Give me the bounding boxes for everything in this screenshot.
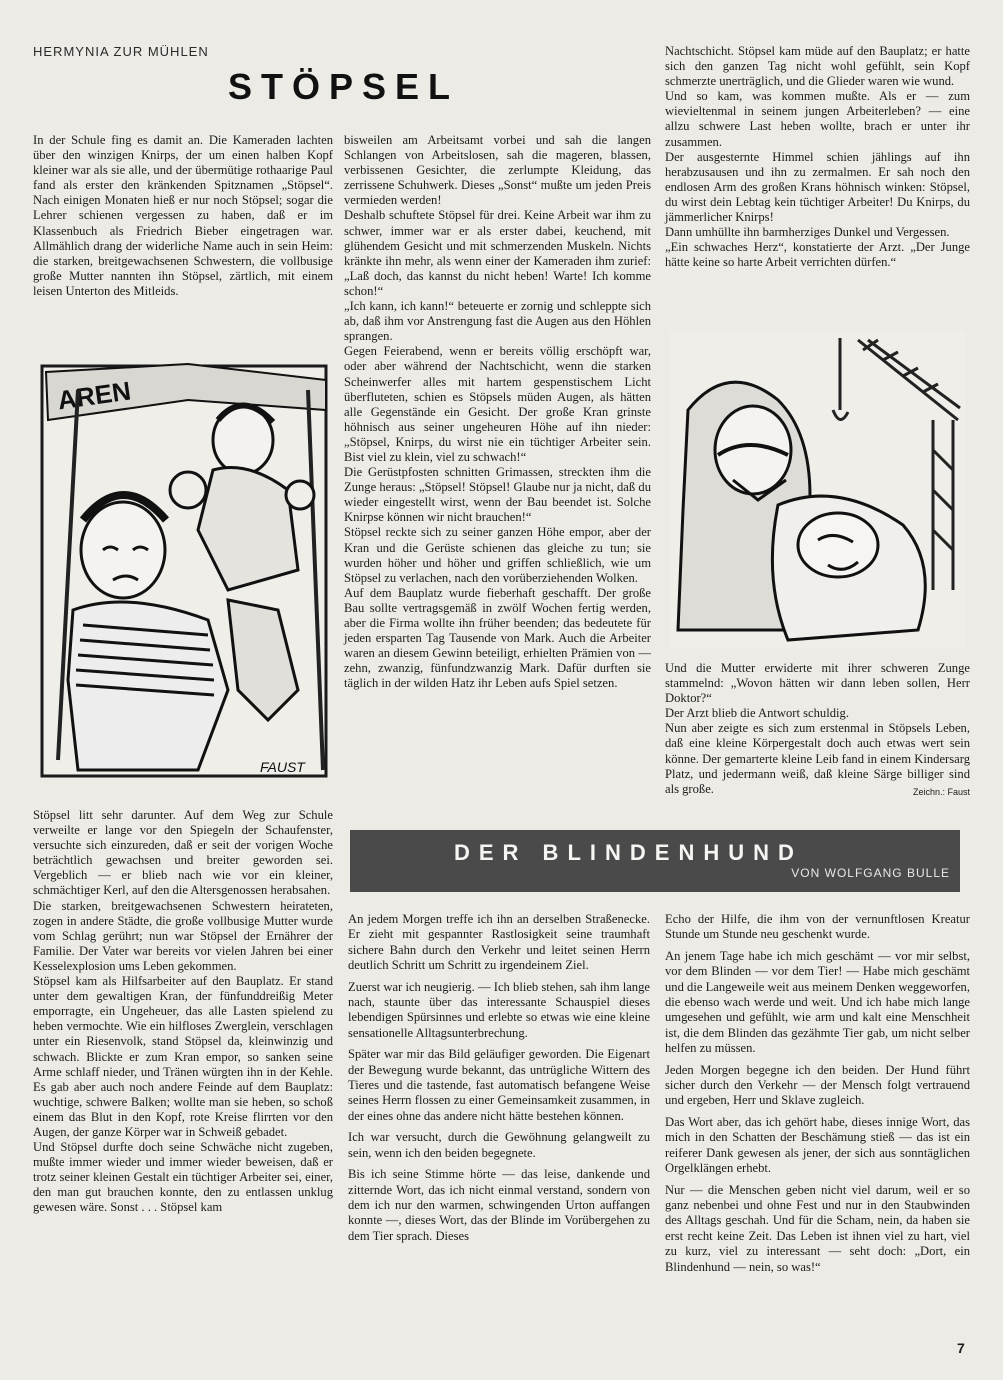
article-column-1-bottom: [33, 808, 333, 1216]
boy-mocked-drawing: [38, 360, 331, 780]
paragraph: Später war mir das Bild geläufiger geworden. Die Eigenart der Bewegung wurde bekannt, das untrügliche Wittern des Tieres und die tastende, fast automatisch befangene Weise seines Herrn flossen zu einer Gemeinsamkeit zusammen, in der eines ohne das andere nicht hätte bestehen können.: [348, 1047, 650, 1123]
shop-sign-text: AREN: [55, 375, 133, 416]
article2-title: DER BLINDENHUND: [454, 840, 803, 865]
paragraph: Nachtschicht. Stöpsel kam müde auf den Bauplatz; er hatte sich den ganzen Tag nicht wohl gefühlt, sein Kopf schmerzte unerträglich, und die Glieder waren wie wund.: [665, 44, 970, 89]
article-column-2: [344, 133, 651, 691]
article-column-3-bottom: [665, 661, 970, 800]
paragraph: Stöpsel litt sehr darunter. Auf dem Weg zur Schule verweilte er lange vor den Spiegeln der Schaufenster, versuchte sich einzureden, daß er seit der vorigen Woche beträchtlich gewachsen und breiter geworden sei. Vergeblich — er blieb nach wie vor ein kleiner, schmächtiger Kerl, auf den die Altersgenossen herabsahen.: [33, 808, 333, 898]
paragraph: Und Stöpsel durfte doch seine Schwäche nicht zugeben, mußte immer wieder und immer wieder beweisen, daß er trotz seiner kleinen Gestalt ein tüchtiger Arbeiter sei, einer, den man gut brauchen konnte, den zu entlassen unklug gewesen wäre. Sonst . . . Stöpsel kam: [33, 1140, 333, 1215]
paragraph: In der Schule fing es damit an. Die Kameraden lachten über den winzigen Knirps, der um einen halben Kopf kleiner war als sie alle, und der übermütige rothaarige Paul fand als erster den kränkenden Spitznamen „Stöpsel“. Nach einigen Monaten hieß er nur noch Stöpsel; sogar die Lehrer schienen vergessen zu haben, daß er im Klassenbuch als Friedrich Bieber eingetragen war. Allmählich drang der widerliche Name auch in sein Heim: die starken, breitgewachsenen Schwestern, die vollbusige große Mutter nannten ihn Stöpsel, zärtlich, mit einem leisen Unterton des Mitleids.: [33, 133, 333, 298]
paragraph: „Ich kann, ich kann!“ beteuerte er zornig und schleppte sich ab, daß ihm vor Anstrengung fast die Augen aus den Höhlen sprangen.: [344, 299, 651, 344]
article2-column-left: [348, 912, 650, 1244]
paragraph: „Ein schwaches Herz“, konstatierte der Arzt. „Der Junge hätte keine so harte Arbeit verrichten dürfen.“: [665, 240, 970, 270]
paragraph: Der ausgesternte Himmel schien jählings auf ihn herabzusausen und ihn zu zermalmen. Er sah noch den endlosen Arm des großen Krans höhnisch winken: Stöpsel, du wirst dein Lebtag kein tüchtiger Arbeiter! Du Knirps, du jämmerlicher Knirps!: [665, 149, 970, 225]
illustration-mother-and-crane: [668, 330, 968, 650]
article-column-1-top: [33, 133, 333, 299]
paragraph: Und so kam, was kommen mußte. Als er — zum wievieltenmal in seinem jungen Arbeiterleben? — eine allzu schwere Last heben wollte, brach er unter ihr zusammen.: [665, 89, 970, 149]
illustration-boy-mocked: [38, 360, 331, 780]
paragraph: bisweilen am Arbeitsamt vorbei und sah die langen Schlangen von Arbeitslosen, sah die mageren, blassen, verbissenen Gesichter, die zerlumpte Kleidung, das zerrissene Schuhwerk. Dieses „Sonst“ mußte um jeden Preis vermieden werden!: [344, 133, 651, 208]
paragraph: Bis ich seine Stimme hörte — das leise, dankende und zitternde Wort, das ich nicht einmal verstand, sondern von dem ich nur den warmen, schwingenden Urton auffangen konnte —, dieses Wort, das der Blinde im Vorübergehen zu dem Tier sprach. Dieses: [348, 1167, 650, 1243]
paragraph: Gegen Feierabend, wenn er bereits völlig erschöpft war, oder aber während der Nachtschicht, wenn die starken Scheinwerfer alles mit hartem gespenstischem Licht überfluteten, schien es Stöpsels müden Augen, als hätten alle Gegenstände ein Gesicht. Der große Kran grinste höhnisch aus seiner ungeheuren Höhe auf ihn nieder: „Stöpsel, Knirps, du wirst nie ein tüchtiger Arbeiter sein. Bist viel zu klein, viel zu schwach!“: [344, 344, 651, 464]
author-name: HERMYNIA ZUR MÜHLEN: [33, 44, 209, 59]
paragraph: Auf dem Bauplatz wurde fieberhaft geschafft. Der große Bau sollte vertragsgemäß in zwölf Wochen fertig werden, aber die Firma wollte ihn früher beenden; das bedeutete für jeden ersparten Tag Tausende von Mark. Auch die Arbeiter waren an diesem Gewinn beteiligt, erhielten Prämien von — zehn, zwanzig, fünfundzwanzig Mark. Dafür durften sie täglich in der wilden Hatz ihr Leben aufs Spiel setzen.: [344, 585, 651, 691]
paragraph: An jedem Morgen treffe ich ihn an derselben Straßenecke. Er zieht mit gespannter Rastlosigkeit seine traumhaft sichere Bahn durch den Verkehr und leitet seinen Herrn deutlich Schritt um Schritt zu irgendeinem Ziel.: [348, 912, 650, 973]
illustration-credit: Zeichn.: Faust: [912, 786, 970, 797]
paragraph: Jeden Morgen begegne ich den beiden. Der Hund führt sicher durch den Verkehr — der Mensch folgt vertrauend und ergeben, Herr und Sklave zugleich.: [665, 1062, 970, 1108]
paragraph: Und die Mutter erwiderte mit ihrer schweren Zunge stammelnd: „Wovon hätten wir dann leben sollen, Herr Doktor?“: [665, 661, 970, 706]
paragraph: Ich war versucht, durch die Gewöhnung gelangweilt zu sein, wenn ich den beiden begegnete.: [348, 1130, 650, 1160]
paragraph: Deshalb schuftete Stöpsel für drei. Keine Arbeit war ihm zu schwer, immer war er als erster dabei, keuchend, mit glühendem Gesicht und mit schmerzenden Muskeln. Nichts kränkte ihn mehr, als wenn einer der Kameraden ihm zurief: „Laß doch, das kannst du nicht heben! Warte! Ich komme schon!“: [344, 208, 651, 298]
paragraph: Die starken, breitgewachsenen Schwestern heirateten, zogen in andere Städte, die große vollbusige Mutter wurde vom Schlag gerührt; nun war Stöpsel der Ernährer der Familie. Der Vater war bereits vor vielen Jahren bei einer Kesselexplosion ums Leben gekommen.: [33, 898, 333, 973]
paragraph: Zuerst war ich neugierig. — Ich blieb stehen, sah ihm lange nach, staunte über das interessante Schauspiel dieses lebendigen Spürsinnes und erlebte so etwas wie eine kleine sensationelle Alltagsunterbrechung.: [348, 979, 650, 1040]
paragraph: Stöpsel kam als Hilfsarbeiter auf den Bauplatz. Er stand unter dem gewaltigen Kran, der fünfunddreißig Meter emporragte, ein Ungeheuer, das alle Lasten spielend zu heben vermochte. Wie ein hilfloses Zwerglein, verschlagen unter ein Riesenvolk, stand Stöpsel da, kleinwinzig und schwach. Blickte er zum Kran empor, so sanken seine Arme schlaff nieder, und Tränen würgten ihn in der Kehle. Es gab aber auch noch andere Feinde auf dem Bauplatz: wuchtige, schwere Balken; wollte man sie heben, so schoß einem das Blut in den Kopf, rote Kreise flirrten vor den Augen, der ganze Körper war in Schweiß gebadet.: [33, 974, 333, 1139]
paragraph: Nun aber zeigte es sich zum erstenmal in Stöpsels Leben, daß eine kleine Körpergestalt doch auch etwas wert sein könne. Der gemarterte kleine Leib fand in einem Kindersarg Platz, und jedermann weiß, daß kleine Särge billiger sind als große. Zeichn.: Faust: [665, 721, 970, 796]
paragraph: Dann umhüllte ihn barmherziges Dunkel und Vergessen.: [665, 225, 950, 240]
article-column-3-top: [665, 44, 970, 270]
article2-column-right: [665, 912, 970, 1275]
paragraph: Die Gerüstpfosten schnitten Grimassen, streckten ihm die Zunge heraus: „Stöpsel! Stöpsel! Glaube nur ja nicht, daß du wieder eingestellt wirst, wenn der Bau beendet ist. Solche Knirpse können wir nicht brauchen!“: [344, 465, 651, 525]
paragraph: Der Arzt blieb die Antwort schuldig.: [665, 706, 849, 721]
article-title: STÖPSEL: [228, 66, 460, 107]
paragraph: Nur — die Menschen geben nicht viel darum, weil er so ganz nebenbei und ohne Fest und nur in den Staubwinden des Alltags geschah. Und für die Scham, nein, da haben sie erst recht keine Zeit. Das Leben ist ihnen viel zu hart, viel zu kurz, viel zu interessant — seht doch: „Dort, ein Blindenhund — nein, so was!“: [665, 1182, 970, 1274]
mother-crane-drawing: [668, 330, 968, 650]
artist-signature: FAUST: [260, 759, 305, 775]
paragraph: An jenem Tage habe ich mich geschämt — vor mir selbst, vor dem Blinden — vor dem Tier! — Habe mich geschämt und die Langeweile weit aus meinem Denken weggeworfen, die ebenso wach werde und weit. Und ich habe mich lange umgesehen und gefühlt, wie arm und kalt eine Menschheit ist, die dem Blinden das gezähmte Tier gab, um nicht selber helfen zu müssen.: [665, 948, 970, 1056]
paragraph: Das Wort aber, das ich gehört habe, dieses innige Wort, das mich in den Schatten der Beschämung stieß — das ist ein reiferer Dank gewesen als jener, der sich aus sonntäglichen Orgelklängen erhebt.: [665, 1114, 970, 1176]
paragraph: Echo der Hilfe, die ihm von der vernunftlosen Kreatur Stunde um Stunde neu geschenkt wurde.: [665, 912, 970, 942]
article2-byline: VON WOLFGANG BULLE: [791, 866, 950, 880]
paragraph: Stöpsel reckte sich zu seiner ganzen Höhe empor, aber der Kran und die Gerüste schienen das gleiche zu tun; sie wurden höher und höher und griffen schließlich, wie um Stöpsel zu verlachen, nach den vorüberziehenden Wolken.: [344, 525, 651, 585]
page-number: 7: [957, 1340, 965, 1356]
article2-header-banner: [350, 830, 960, 892]
